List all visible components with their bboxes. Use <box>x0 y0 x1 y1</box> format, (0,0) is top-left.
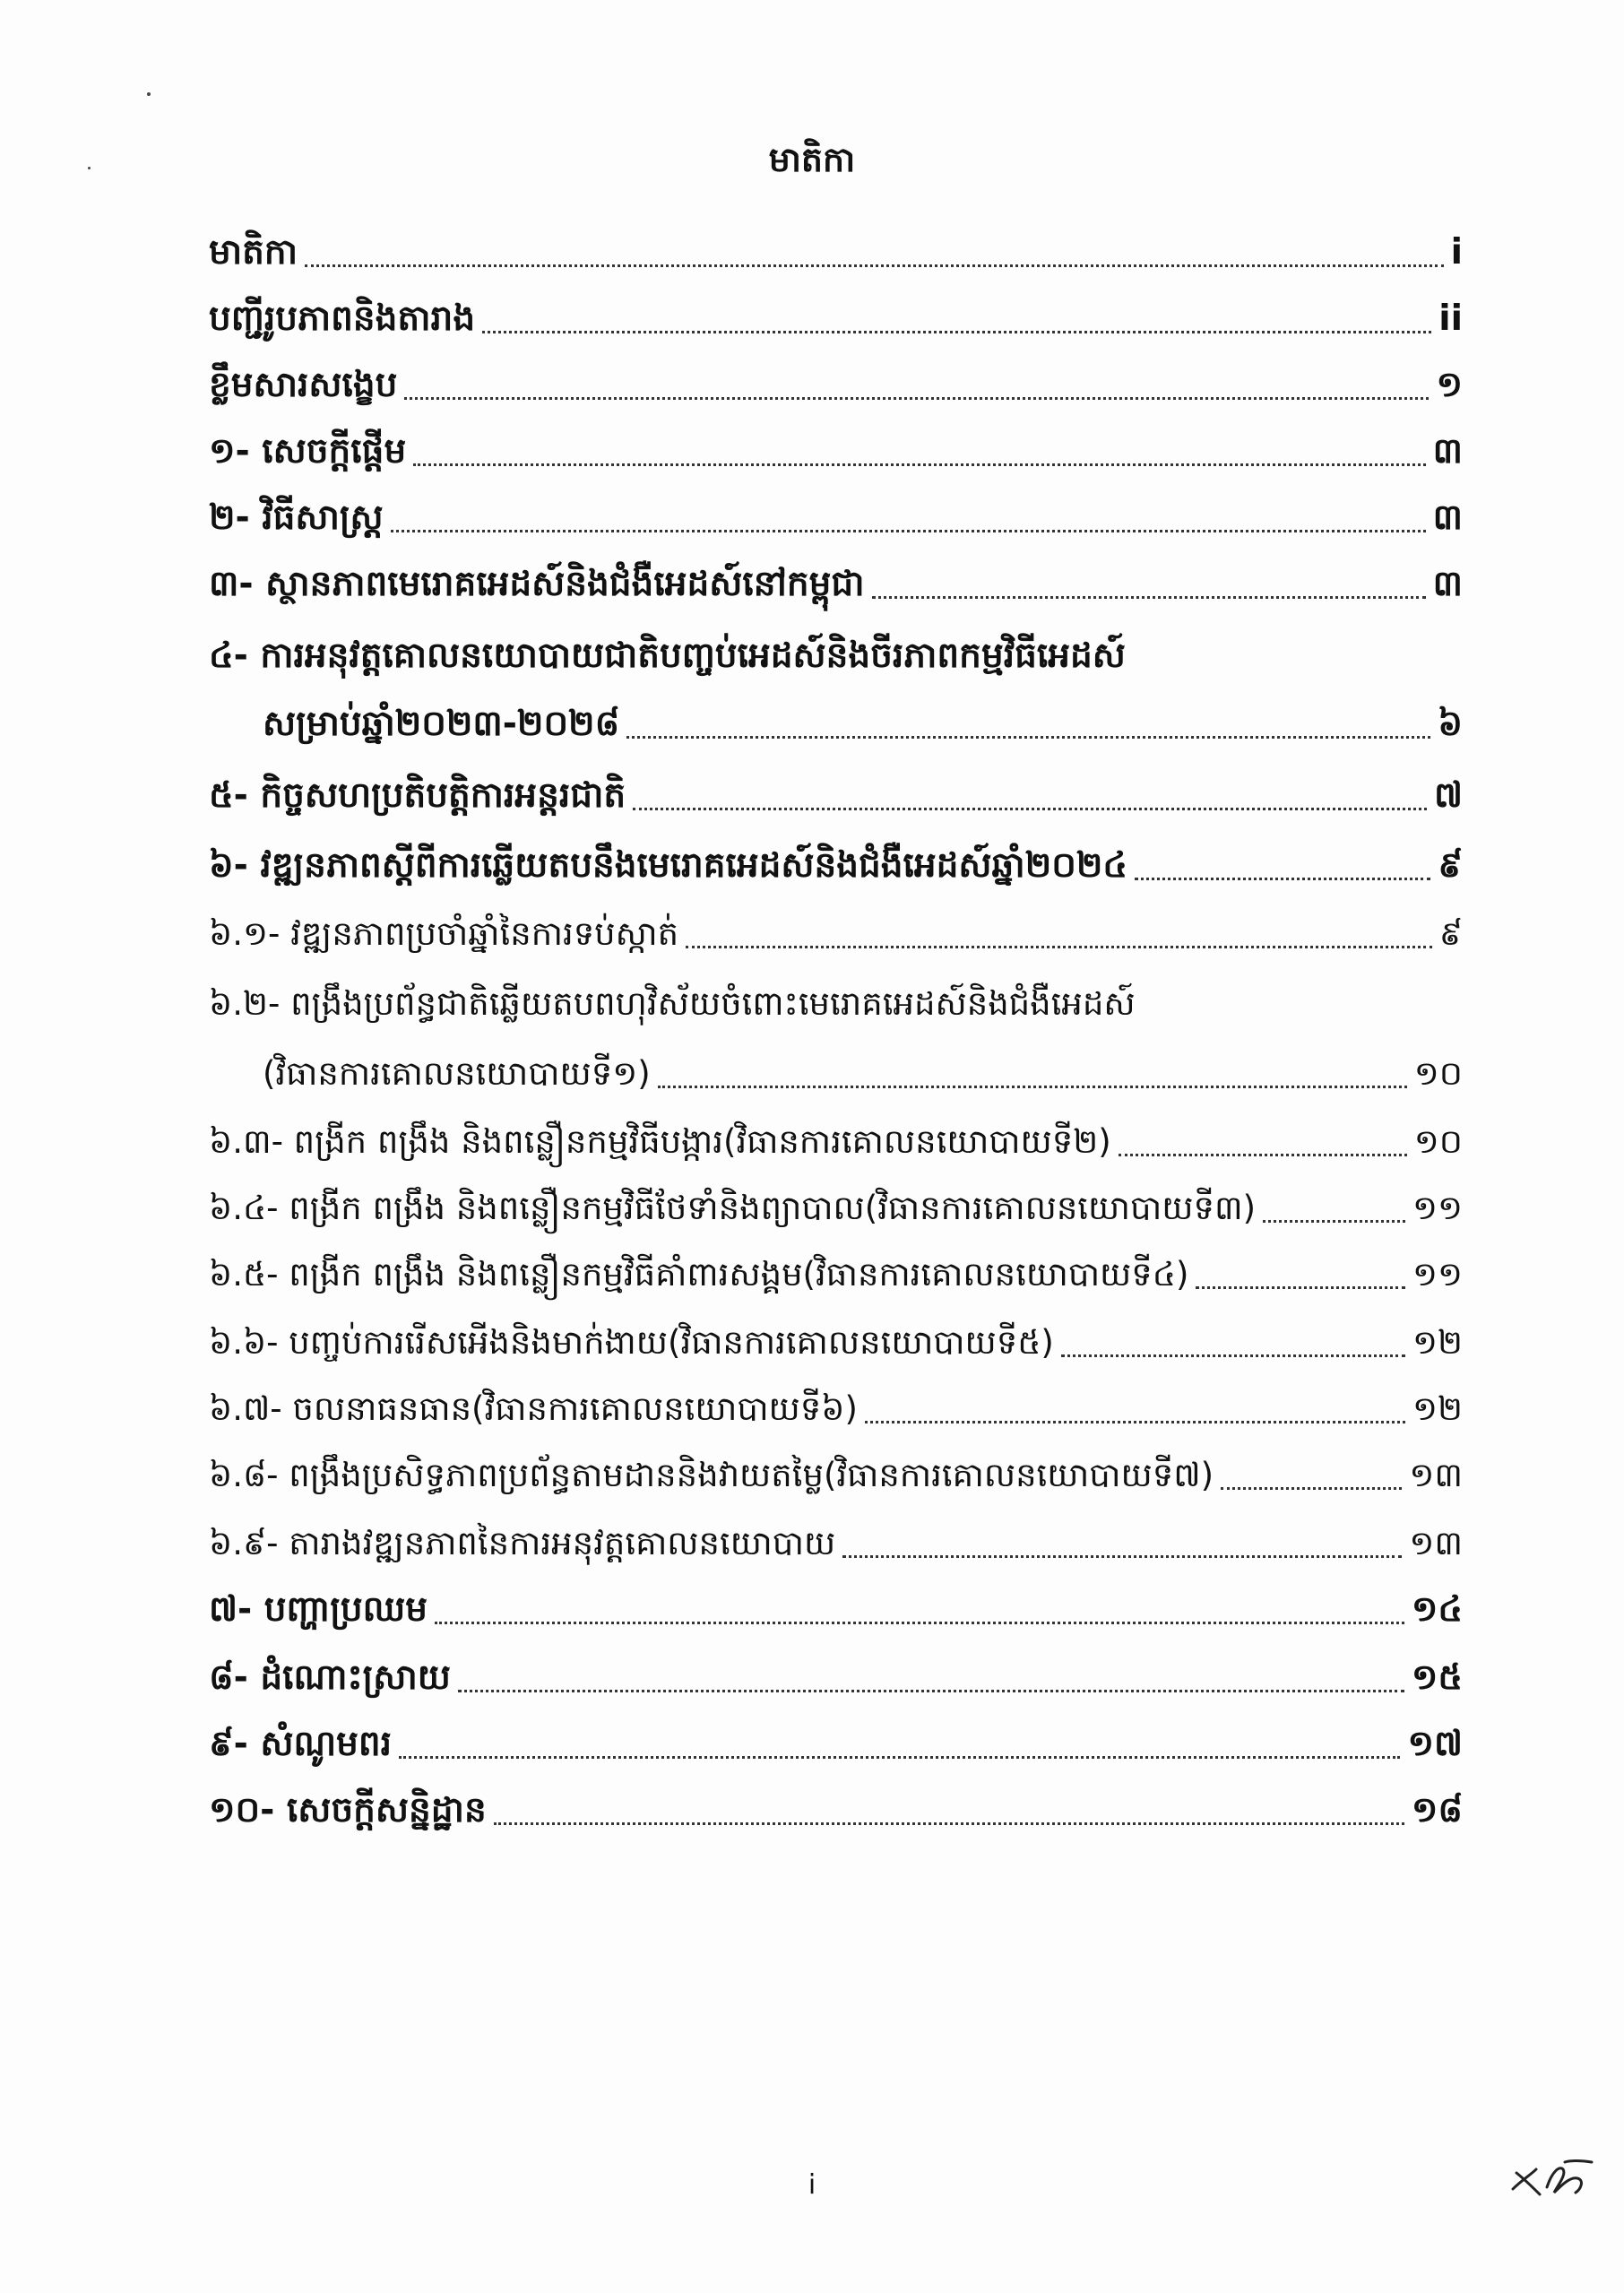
toc-entry[interactable] <box>209 348 1463 412</box>
toc-entry[interactable] <box>209 758 1463 823</box>
toc-entry-continuation[interactable] <box>263 1036 1463 1101</box>
toc-entry-page: ១២ <box>1412 1323 1463 1362</box>
toc-entry-label: ៦- វឌ្ឍនភាពស្តីពីការឆ្លើយតបនឹងមេរោគអេដស៍និងជំងឺអេដស៍ឆ្នាំ២០២៤ <box>209 845 1127 886</box>
toc-entry-label: ៦.៤- ពង្រីក ពង្រឹង និងពន្លឿនកម្មវិធីថែទាំនិងព្យាបាល(វិធានការគោលនយោបាយទី៣) <box>209 1189 1257 1227</box>
toc-entry-label: ២- វិធីសាស្ត្រ <box>209 498 384 538</box>
toc-entry-label: ៤- ការអនុវត្តគោលនយោបាយជាតិបញ្ចប់អេដស៍និងចីរភាពកម្មវិធីអេដស៍ <box>209 636 1126 676</box>
toc-entry-label: ១០- សេចក្តីសន្និដ្ឋាន <box>209 1790 487 1830</box>
toc-entry-page: ១២ <box>1412 1389 1463 1428</box>
toc-entry[interactable] <box>209 480 1463 545</box>
toc-entry[interactable] <box>209 1305 1463 1370</box>
toc-entry-label-continued: (វិធានការគោលនយោបាយទី១) <box>263 1054 651 1093</box>
page-title: មាតិកា <box>768 140 856 179</box>
toc-entry-page: ១៣ <box>1409 1524 1463 1562</box>
toc-entry[interactable] <box>209 619 1463 683</box>
toc-entry[interactable] <box>209 1171 1463 1235</box>
dot-leader <box>1196 1286 1405 1289</box>
dot-leader <box>842 1555 1402 1558</box>
toc-entry-label: ៦.៨- ពង្រឹងប្រសិទ្ធភាពប្រព័ន្ធតាមដាននិងវាយតម្លៃ(វិធានការគោលនយោបាយទី៧) <box>209 1456 1214 1494</box>
dot-leader <box>872 596 1426 599</box>
toc-entry[interactable] <box>209 547 1463 611</box>
toc-entry[interactable] <box>209 1438 1463 1502</box>
toc-entry-label: ៧- បញ្ហាប្រឈម <box>209 1589 428 1630</box>
dot-leader <box>633 808 1427 810</box>
toc-entry-label: ៦.១- វឌ្ឍនភាពប្រចាំឆ្នាំនៃការទប់ស្កាត់ <box>209 914 679 953</box>
toc-entry-label: ៦.៧- ចលនាធនធាន(វិធានការគោលនយោបាយទី៦) <box>209 1389 858 1428</box>
dot-leader <box>305 264 1444 267</box>
dot-leader <box>413 463 1425 466</box>
dot-leader <box>494 1822 1404 1825</box>
toc-entry-label: មាតិកា <box>209 232 298 273</box>
page-footer-number: i <box>808 2169 816 2201</box>
toc-entry[interactable] <box>209 1640 1463 1705</box>
toc-entry[interactable] <box>209 1371 1463 1436</box>
toc-entry-page: ១១ <box>1412 1255 1463 1294</box>
toc-entry[interactable] <box>209 896 1463 961</box>
toc-entry[interactable] <box>209 1572 1463 1637</box>
toc-entry-page: ៣ <box>1432 431 1463 472</box>
toc-entry-page: i <box>1450 232 1463 273</box>
toc-entry-page: ១៣ <box>1409 1456 1463 1494</box>
toc-entry-page: ii <box>1438 299 1463 339</box>
dot-leader <box>865 1421 1405 1423</box>
toc-entry-page: ៣ <box>1432 498 1463 538</box>
toc-entry[interactable] <box>209 215 1463 280</box>
toc-entry-label: ៦.៦- បញ្ចប់ការរើសអើងនិងមាក់ងាយ(វិធានការគោលនយោបាយទី៥) <box>209 1323 1054 1362</box>
toc-entry-page: ៧ <box>1434 775 1463 816</box>
toc-entry[interactable] <box>209 1237 1463 1302</box>
toc-entry-page: ៦ <box>1438 704 1463 744</box>
toc-entry[interactable] <box>209 966 1463 1031</box>
dot-leader <box>404 397 1429 400</box>
toc-entry[interactable] <box>209 1707 1463 1771</box>
dot-leader <box>658 1086 1407 1088</box>
toc-entry-label: ៣- ស្ថានភាពមេរោគអេដស៍និងជំងឺអេដស៍នៅកម្ពុជា <box>209 564 865 604</box>
toc-entry[interactable] <box>209 1506 1463 1570</box>
toc-entry-page: ១ <box>1436 365 1463 405</box>
toc-entry[interactable] <box>209 281 1463 346</box>
toc-entry-page: ១០ <box>1413 1122 1463 1161</box>
toc-entry-continuation[interactable] <box>263 687 1463 751</box>
toc-entry[interactable] <box>209 828 1463 893</box>
toc-entry-page: ៩ <box>1438 914 1463 953</box>
toc-entry-label: ៦.៩- តារាងវឌ្ឍនភាពនៃការអនុវត្តគោលនយោបាយ <box>209 1524 836 1562</box>
dot-leader <box>482 331 1431 333</box>
dot-leader <box>391 530 1426 532</box>
toc-entry-page: ៩ <box>1438 845 1463 886</box>
dot-leader <box>1135 878 1430 880</box>
toc-entry-label: ៥- កិច្ចសហប្រតិបត្តិការអន្តរជាតិ <box>209 775 626 816</box>
toc-entry-label: ខ្លឹមសារសង្ខេប <box>209 365 398 405</box>
toc-entry-page: ១១ <box>1412 1189 1463 1227</box>
dot-leader <box>1221 1487 1402 1490</box>
dot-leader <box>435 1622 1404 1624</box>
dot-leader <box>1061 1354 1405 1357</box>
toc-entry-label: ៦.៥- ពង្រីក ពង្រឹង និងពន្លឿនកម្មវិធីគាំពារសង្គម(វិធានការគោលនយោបាយទី៤) <box>209 1255 1189 1294</box>
toc-entry-page: ១៧ <box>1407 1724 1463 1764</box>
toc-entry-label: បញ្ជីរូបភាពនិងតារាង <box>209 299 476 339</box>
dot-leader <box>626 736 1430 739</box>
toc-entry-page: ១៨ <box>1411 1790 1463 1830</box>
dot-leader <box>1119 1154 1407 1156</box>
toc-entry-label: ១- សេចក្តីផ្តើម <box>209 431 407 472</box>
dot-leader <box>399 1756 1400 1759</box>
handwritten-initials-signature <box>1506 2153 1604 2207</box>
toc-entry-page: ១៤ <box>1411 1589 1463 1630</box>
toc-entry-label: ៨- ដំណោះស្រាយ <box>209 1657 451 1698</box>
dot-leader <box>458 1690 1404 1692</box>
toc-entry-page: ១០ <box>1413 1054 1463 1093</box>
dot-leader <box>1263 1220 1405 1223</box>
toc-entry[interactable] <box>209 1773 1463 1838</box>
toc-entry-page: ៣ <box>1432 564 1463 604</box>
toc-entry-label-continued: សម្រាប់ឆ្នាំ២០២៣-២០២៨ <box>263 704 620 744</box>
toc-entry-label: ៩- សំណូមពរ <box>209 1724 393 1764</box>
toc-entry-label: ៦.២- ពង្រឹងប្រព័ន្ធជាតិឆ្លើយតបពហុវិស័យចំពោះមេរោគអេដស៍និងជំងឺអេដស៍ <box>209 984 1136 1023</box>
dot-leader <box>686 946 1432 948</box>
toc-entry-page: ១៥ <box>1411 1657 1463 1698</box>
toc-entry[interactable] <box>209 414 1463 479</box>
toc-entry[interactable] <box>209 1104 1463 1169</box>
toc-entry-label: ៦.៣- ពង្រីក ពង្រឹង និងពន្លឿនកម្មវិធីបង្ការ(វិធានការគោលនយោបាយទី២) <box>209 1122 1111 1161</box>
